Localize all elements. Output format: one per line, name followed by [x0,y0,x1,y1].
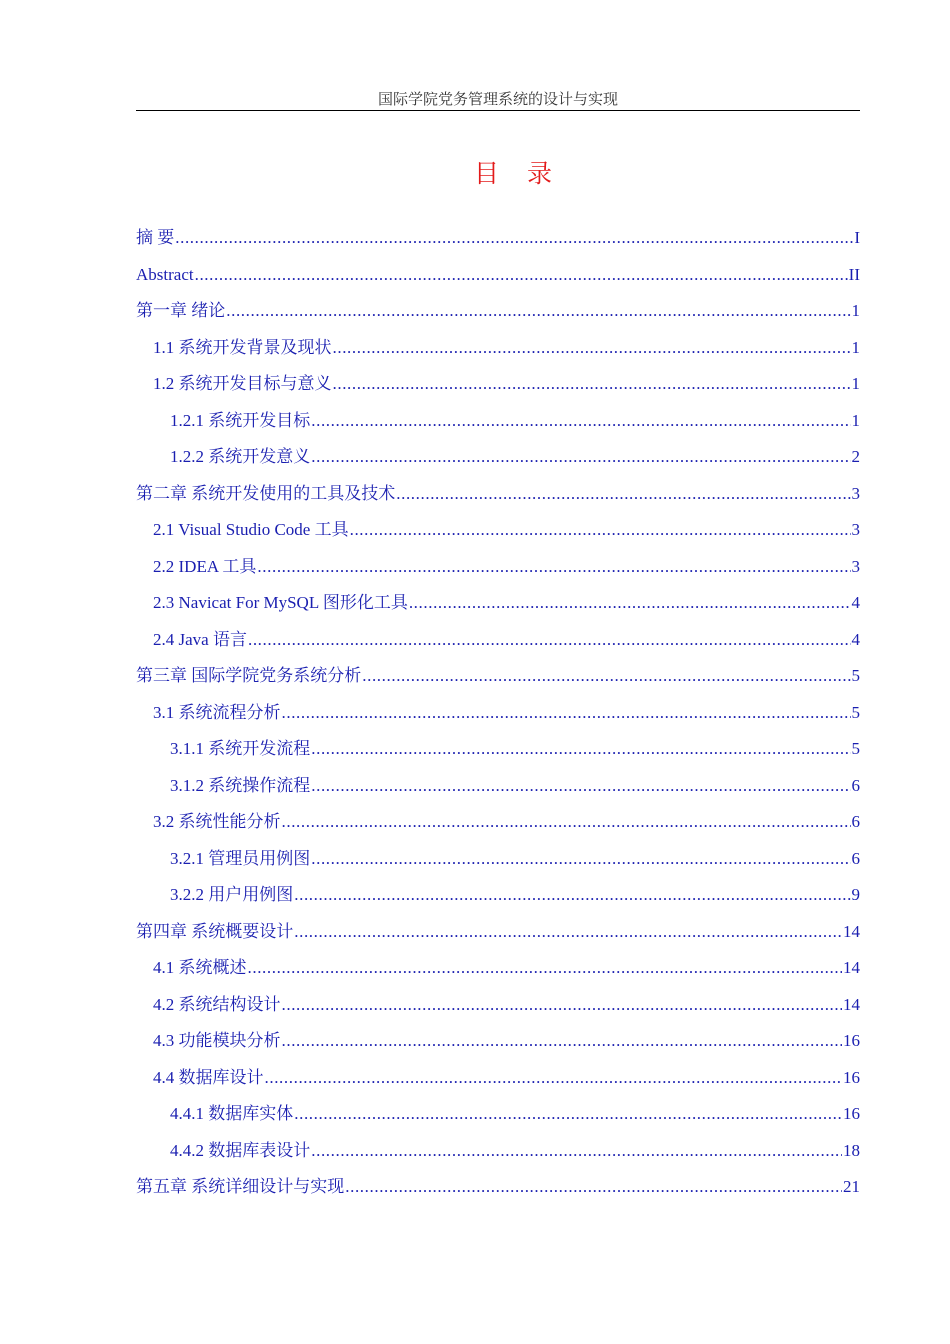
table-of-contents [136,226,860,1212]
toc-entry-label: 4.3 功能模块分析 [153,1031,281,1050]
dot-leader [350,518,851,542]
toc-entry-page-number: 14 [843,921,860,941]
toc-entry-page-number: 5 [851,739,860,758]
toc-entry[interactable] [136,299,860,336]
toc-entry[interactable] [136,1139,860,1176]
toc-entry-label: 4.4.2 数据库表设计 [170,1140,311,1160]
dot-leader [311,1139,842,1163]
toc-entry-label: 2.3 Navicat For MySQL 图形化工具 [153,593,408,612]
dot-leader [282,1029,843,1053]
toc-entry-page-number: 16 [843,1031,860,1050]
dot-leader [248,628,851,652]
toc-entry[interactable] [136,664,860,701]
toc-entry[interactable] [136,847,860,884]
header-rule [136,110,860,111]
toc-entry-label: 3.1.2 系统操作流程 [170,775,311,795]
toc-entry[interactable] [136,1029,860,1066]
toc-entry-label: 4.2 系统结构设计 [153,994,281,1014]
toc-entry-label: 摘 要 [136,228,175,247]
toc-entry-label: 第五章 系统详细设计与实现 [136,1177,345,1196]
toc-entry[interactable] [136,409,860,446]
toc-entry-page-number: 16 [843,1104,860,1123]
toc-entry[interactable] [136,737,860,774]
toc-entry-page-number: II [848,264,860,284]
dot-leader [294,920,842,944]
dot-leader [311,847,850,871]
running-header: 国际学院党务管理系统的设计与实现 [377,92,618,108]
toc-entry-page-number: 6 [851,812,860,831]
toc-entry-label: 第二章 系统开发使用的工具及技术 [136,483,396,503]
dot-leader [396,482,850,506]
toc-entry[interactable] [136,628,860,665]
toc-entry-label: 第三章 国际学院党务系统分析 [136,666,362,685]
toc-entry-label: 1.2.1 系统开发目标 [170,410,311,430]
toc-entry[interactable] [136,701,860,738]
dot-leader [333,372,851,396]
toc-entry[interactable] [136,482,860,519]
toc-entry-label: 3.2.1 管理员用例图 [170,848,311,868]
toc-entry[interactable] [136,1175,860,1212]
toc-entry-page-number: 3 [851,556,860,576]
toc-entry-label: 3.1 系统流程分析 [153,702,281,722]
toc-entry-label: 2.1 Visual Studio Code 工具 [153,520,349,539]
toc-entry-page-number: 4 [851,629,860,649]
toc-entry-page-number: 1 [851,337,860,357]
toc-entry-label: 1.2.2 系统开发意义 [170,447,311,466]
toc-entry-page-number: 6 [851,848,860,868]
toc-entry-page-number: 1 [851,301,860,320]
toc-entry-label: 3.2 系统性能分析 [153,812,281,831]
dot-leader [195,263,848,287]
toc-entry[interactable] [136,810,860,847]
toc-entry-page-number: 3 [851,483,860,503]
dot-leader [311,737,850,761]
dot-leader [248,956,843,980]
toc-entry[interactable] [136,445,860,482]
toc-entry[interactable] [136,1066,860,1103]
toc-entry-label: Abstract [136,264,194,284]
toc-entry[interactable] [136,993,860,1030]
toc-entry[interactable] [136,920,860,957]
dot-leader [257,555,850,579]
toc-entry-label: 4.4.1 数据库实体 [170,1104,294,1123]
dot-leader [311,445,850,469]
toc-entry-label: 3.2.2 用户用例图 [170,885,294,904]
toc-entry-page-number: 14 [843,994,860,1014]
toc-entry-label: 4.1 系统概述 [153,958,247,977]
toc-entry-label: 2.2 IDEA 工具 [153,556,257,576]
toc-entry[interactable] [136,555,860,592]
toc-entry-page-number: 16 [843,1067,860,1087]
toc-title: 目 录 [474,159,562,188]
toc-entry[interactable] [136,1102,860,1139]
toc-entry-label: 第一章 绪论 [136,301,226,320]
toc-entry[interactable] [136,226,860,263]
dot-leader [362,664,850,688]
toc-entry-label: 4.4 数据库设计 [153,1067,264,1087]
dot-leader [409,591,851,615]
dot-leader [333,336,851,360]
dot-leader [294,1102,842,1126]
toc-entry-page-number: 3 [851,520,860,539]
dot-leader [175,226,853,250]
dot-leader [265,1066,843,1090]
toc-entry[interactable] [136,956,860,993]
toc-entry-page-number: 21 [843,1177,860,1196]
toc-entry-label: 3.1.1 系统开发流程 [170,739,311,758]
toc-entry[interactable] [136,591,860,628]
toc-entry-page-number: 5 [851,702,860,722]
toc-entry-label: 1.2 系统开发目标与意义 [153,374,332,393]
dot-leader [282,810,851,834]
toc-entry-page-number: 4 [851,593,860,612]
dot-leader [294,883,850,907]
toc-entry[interactable] [136,774,860,811]
toc-entry[interactable] [136,372,860,409]
dot-leader [311,774,850,798]
toc-entry-label: 2.4 Java 语言 [153,629,247,649]
toc-entry-page-number: 18 [843,1140,860,1160]
toc-entry[interactable] [136,883,860,920]
toc-entry-page-number: I [854,228,860,247]
toc-entry-page-number: 5 [851,666,860,685]
dot-leader [282,701,851,725]
toc-entry[interactable] [136,336,860,373]
toc-entry-page-number: 6 [851,775,860,795]
toc-entry-label: 第四章 系统概要设计 [136,921,294,941]
dot-leader [311,409,850,433]
dot-leader [226,299,850,323]
toc-entry-page-number: 9 [851,885,860,904]
toc-entry-page-number: 1 [851,410,860,430]
toc-entry-label: 1.1 系统开发背景及现状 [153,337,332,357]
dot-leader [282,993,843,1017]
toc-entry-page-number: 2 [851,447,860,466]
toc-entry-page-number: 14 [843,958,860,977]
toc-entry[interactable] [136,518,860,555]
toc-entry[interactable] [136,263,860,300]
toc-entry-page-number: 1 [851,374,860,393]
dot-leader [345,1175,842,1199]
